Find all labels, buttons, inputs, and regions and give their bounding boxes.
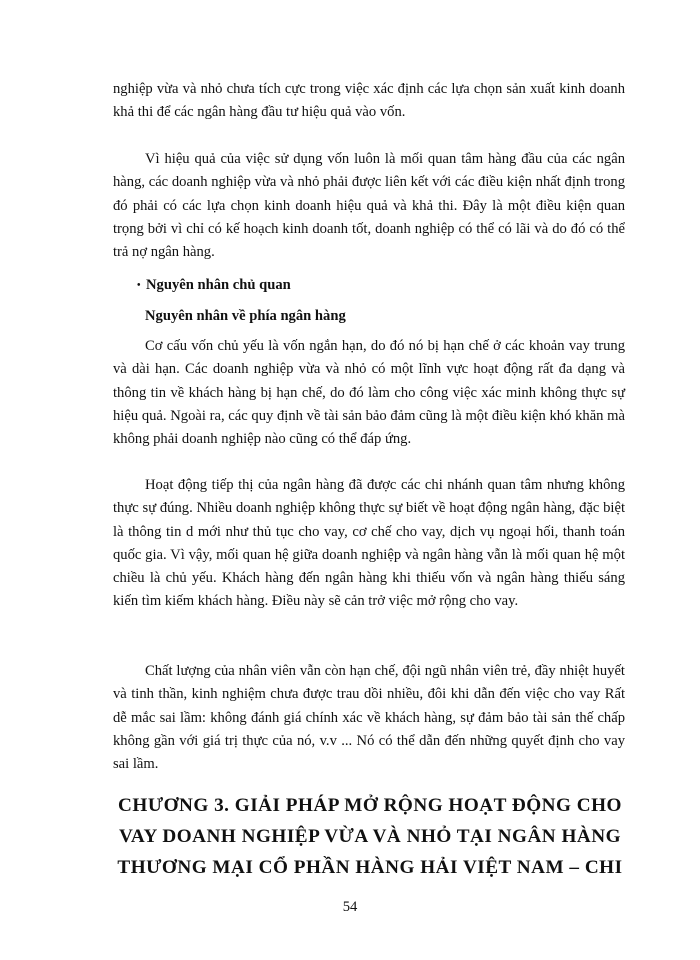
chapter-title-line-2: VAY DOANH NGHIỆP VỪA VÀ NHỎ TẠI NGÂN HÀNG bbox=[118, 826, 622, 847]
paragraph-5: Chất lượng của nhân viên vẫn còn hạn chế, đội ngũ nhân viên trẻ, đầy nhiệt huyết và tinh thần, kinh nghiệm chưa được trau dồi nhiều, đôi khi dẫn đến việc cho vay Rất dễ mắc sai lầm: không đánh giá chính xác về khách hàng, sự đảm bảo tài sản thế chấp không gần với giá trị thực của nó, v.v ... Nó có thể dẫn đến những quyết định cho vay sai lầm. bbox=[113, 663, 625, 773]
paragraph-2: Vì hiệu quả của việc sử dụng vốn luôn là mối quan tâm hàng đầu của các ngân hàng, các doanh nghiệp vừa và nhỏ phải được liên kết với các điều kiện nhất định trong đó phải có các lựa chọn kinh doanh hiệu quả và khả thi. Đây là một điều kiện quan trọng bởi vì chỉ có kế hoạch kinh doanh tốt, doanh nghiệp có thể có lãi và do đó có thể trả nợ ngân hàng. bbox=[113, 151, 625, 261]
page-number: 54 bbox=[342, 899, 358, 915]
heading-subjective-causes-label: Nguyên nhân chủ quan bbox=[146, 277, 291, 293]
paragraph-4: Hoạt động tiếp thị của ngân hàng đã được các chi nhánh quan tâm nhưng không thực sự đúng. Nhiều doanh nghiệp không thực sự biết về hoạt động ngân hàng, đặc biệt là thông tin d mới như thủ tục cho vay, cơ chế cho vay, dịch vụ ngoại hối, thanh toán quốc gia. Vì vậy, mối quan hệ giữa doanh nghiệp và ngân hàng vẫn là mối quan hệ một chiều là chủ yếu. Khách hàng đến ngân hàng khi thiếu vốn và ngân hàng thiếu sáng kiến tìm kiếm khách hàng. Điều này sẽ cản trở việc mở rộng cho vay. bbox=[113, 477, 625, 610]
chapter-title bbox=[108, 790, 632, 883]
chapter-title-line-3: THƯƠNG MẠI CỔ PHẦN HÀNG HẢI VIỆT NAM – CHI bbox=[117, 857, 623, 878]
paragraph-3: Cơ cấu vốn chủ yếu là vốn ngắn hạn, do đó nó bị hạn chế ở các khoản vay trung và dài hạn. Các doanh nghiệp vừa và nhỏ có một lĩnh vực hoạt động rất đa dạng và thông tin về khách hàng bị hạn chế, do đó làm cho công việc xác minh không thực sự hiệu quả. Ngoài ra, các quy định về tài sản bảo đảm cũng là một điều kiện khó khăn mà không phải doanh nghiệp nào cũng có thể đáp ứng. bbox=[113, 338, 625, 448]
chapter-title-line-1: CHƯƠNG 3. GIẢI PHÁP MỞ RỘNG HOẠT ĐỘNG CHO bbox=[118, 795, 622, 816]
heading-bank-side-causes: Nguyên nhân về phía ngân hàng bbox=[145, 308, 346, 324]
paragraph-1: nghiệp vừa và nhỏ chưa tích cực trong việc xác định các lựa chọn sản xuất kinh doanh khả thi để các ngân hàng đầu tư hiệu quả vào vốn. bbox=[113, 81, 625, 121]
bullet-icon: • bbox=[137, 280, 141, 291]
heading-subjective-causes bbox=[137, 275, 649, 296]
